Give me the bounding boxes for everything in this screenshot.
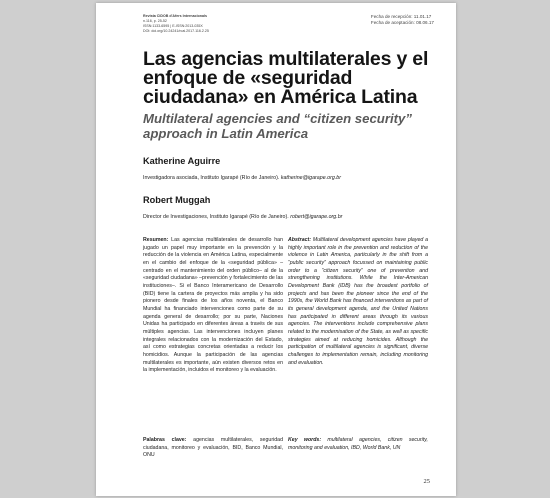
journal-name: Revista CIDOB d'Afers Internacionals bbox=[143, 14, 207, 18]
submission-dates bbox=[371, 14, 434, 26]
author-email: robert@igarape.org.br bbox=[290, 214, 343, 220]
title-spanish: Las agencias multilaterales y el enfoque de «seguridad ciudadana» en América Latina bbox=[143, 48, 429, 108]
received-date: Fecha de recepción: 11.01.17 bbox=[370, 14, 432, 19]
abstract-text: Las agencias multilaterales de desarrollo han jugado un papel muy importante en la prevención y la reducción de la violencia en América Latina, especialmente en el cambio del enfoque de la «seguridad pública» –centrado en el mantenimiento del orden público– al de la «seguridad ciudadana» –prevención y fortalecimiento de las instituciones–. Si el Banco Interamericano de Desarrollo (BID) tiene la cartera de proyectos más amplia y ha sido pionero desde finales de los años noventa, el Banco Mundial ha financiado intervenciones como parte de su agenda general de desarrollo; por su parte, Naciones Unidas ha participado en diferentes áreas a través de sus múltiples agencias. Las intervenciones incluyen planes integrales relacionados con la modernización del Estado, así como estrategias concretas orientadas a reducir los homicidios. Aunque la participación de las agencias multilaterales es importante, aún existen diversos retos en la implementación, incluidos el monitoreo y la evaluación. bbox=[143, 237, 283, 374]
abstract-label: Resumen: bbox=[143, 237, 169, 243]
author-name: Robert Muggah bbox=[143, 195, 211, 205]
affiliation-text: Director de Investigaciones, Instituto Igarapé (Río de Janeiro). bbox=[143, 214, 289, 220]
keywords-text: agencias multilaterales, seguridad ciudadana, monitoreo y evaluación, BID, Banco Mundial, ONU bbox=[143, 437, 283, 459]
accepted-date: Fecha de aceptación: 08.06.17 bbox=[370, 20, 434, 25]
keywords-spanish bbox=[143, 437, 283, 460]
author-affiliation bbox=[143, 175, 341, 181]
keywords-label: Key words: bbox=[288, 437, 322, 443]
author-email: katherine@igarape.org.br bbox=[280, 175, 341, 181]
journal-issue: n.116, p. 25-52 bbox=[143, 19, 167, 23]
abstract-spanish bbox=[143, 237, 283, 375]
journal-doi: DOI: doi.org/10.24241/rcai.2017.116.2.25 bbox=[143, 29, 209, 33]
title-english: Multilateral agencies and “citizen security” approach in Latin America bbox=[143, 111, 412, 141]
abstract-label: Abstract: bbox=[288, 237, 312, 243]
page-number: 25 bbox=[423, 478, 430, 485]
abstract-english bbox=[288, 237, 428, 367]
keywords-label: Palabras clave: bbox=[143, 437, 187, 443]
journal-issn: ISSN:1133-6595 | E-ISSN:2013-035X bbox=[143, 24, 203, 28]
author-name: Katherine Aguirre bbox=[143, 156, 221, 166]
affiliation-text: Investigadora asociada, Instituto Igarapé (Río de Janeiro). bbox=[143, 175, 280, 181]
author-affiliation bbox=[143, 214, 342, 220]
abstract-text: Multilateral development agencies have played a highly important role in the prevention and reduction of the violence in Latin America, particularly in the shift from a “public security” approach focussed on maintaining public order to a “citizen security” one of prevention and strengthening institutions. While the Inter-American Development Bank (IDB) has the broadest portfolio of projects and has been the pioneer since the end of the 1990s, the World Bank has financed interventions as part of its general development agenda, and the United Nations has participated in different areas through its various agencies. The interventions include comprehensive plans related to the modernisation of the State, as well as specific strategies aimed at reducing homicides. Although the participation of multilateral agencies is significant, diverse challenges to implementation remain, including monitoring and evaluation. bbox=[288, 237, 429, 366]
keywords-english bbox=[288, 437, 428, 452]
journal-metadata bbox=[143, 14, 209, 34]
keywords-text: multilateral agencies, citizen security, monitoring and evaluation, IBD, World Bank, UN bbox=[288, 437, 428, 451]
paper-page bbox=[96, 3, 456, 496]
